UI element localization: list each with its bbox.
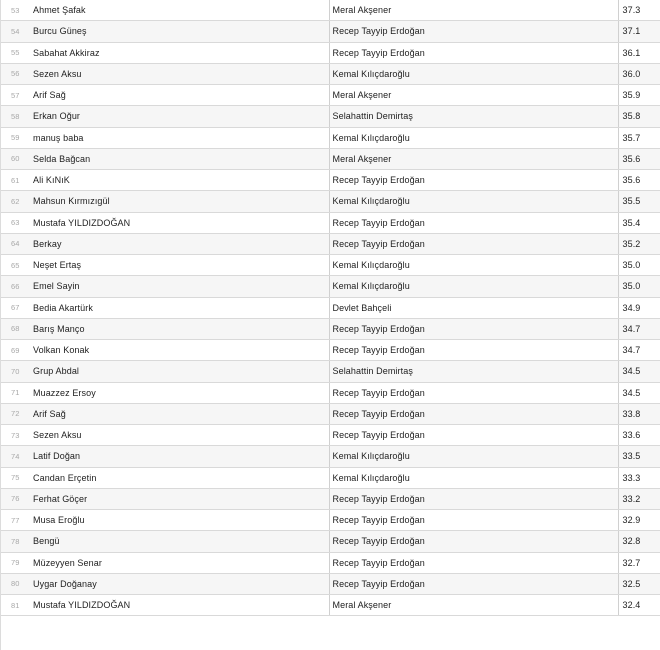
row-candidate-cell: Meral Akşener xyxy=(329,0,618,21)
table-row xyxy=(1,297,660,318)
row-score-cell: 35.2 xyxy=(618,233,660,254)
row-rank-cell: 79 xyxy=(1,552,31,573)
table-row xyxy=(1,85,660,106)
row-rank-cell: 56 xyxy=(1,63,31,84)
row-score-cell: 35.6 xyxy=(618,148,660,169)
row-rank-cell: 67 xyxy=(1,297,31,318)
row-candidate-cell: Recep Tayyip Erdoğan xyxy=(329,170,618,191)
row-name-cell: Selda Bağcan xyxy=(31,148,329,169)
row-rank-cell: 64 xyxy=(1,233,31,254)
row-score-cell: 33.5 xyxy=(618,446,660,467)
row-candidate-cell: Recep Tayyip Erdoğan xyxy=(329,21,618,42)
row-score-cell: 33.8 xyxy=(618,403,660,424)
row-name-cell: Neşet Ertaş xyxy=(31,255,329,276)
row-name-cell: Berkay xyxy=(31,233,329,254)
table-row xyxy=(1,510,660,531)
row-rank-cell: 58 xyxy=(1,106,31,127)
row-name-cell: Müzeyyen Senar xyxy=(31,552,329,573)
row-name-cell: Candan Erçetin xyxy=(31,467,329,488)
row-candidate-cell: Kemal Kılıçdaroğlu xyxy=(329,63,618,84)
table-row xyxy=(1,531,660,552)
row-score-cell: 34.5 xyxy=(618,361,660,382)
table-row xyxy=(1,233,660,254)
row-candidate-cell: Recep Tayyip Erdoğan xyxy=(329,212,618,233)
table-row xyxy=(1,191,660,212)
row-rank-cell: 65 xyxy=(1,255,31,276)
row-name-cell: Ali KıNıK xyxy=(31,170,329,191)
row-candidate-cell: Devlet Bahçeli xyxy=(329,297,618,318)
row-rank-cell: 63 xyxy=(1,212,31,233)
table-row xyxy=(1,276,660,297)
row-rank-cell: 81 xyxy=(1,595,31,616)
row-candidate-cell: Recep Tayyip Erdoğan xyxy=(329,531,618,552)
table-row xyxy=(1,552,660,573)
row-rank-cell: 55 xyxy=(1,42,31,63)
row-candidate-cell: Selahattin Demirtaş xyxy=(329,106,618,127)
row-name-cell: Burcu Güneş xyxy=(31,21,329,42)
table-row xyxy=(1,488,660,509)
table-row xyxy=(1,255,660,276)
row-rank-cell: 74 xyxy=(1,446,31,467)
row-rank-cell: 60 xyxy=(1,148,31,169)
row-name-cell: Musa Eroğlu xyxy=(31,510,329,531)
table-row xyxy=(1,595,660,616)
row-score-cell: 35.6 xyxy=(618,170,660,191)
table-row xyxy=(1,0,660,21)
row-candidate-cell: Kemal Kılıçdaroğlu xyxy=(329,446,618,467)
table-row xyxy=(1,21,660,42)
row-rank-cell: 69 xyxy=(1,340,31,361)
row-score-cell: 37.1 xyxy=(618,21,660,42)
row-score-cell: 35.9 xyxy=(618,85,660,106)
row-rank-cell: 70 xyxy=(1,361,31,382)
table-row xyxy=(1,63,660,84)
row-score-cell: 34.7 xyxy=(618,318,660,339)
row-candidate-cell: Recep Tayyip Erdoğan xyxy=(329,233,618,254)
row-rank-cell: 78 xyxy=(1,531,31,552)
row-rank-cell: 61 xyxy=(1,170,31,191)
row-score-cell: 35.0 xyxy=(618,276,660,297)
results-table xyxy=(1,0,660,616)
row-candidate-cell: Recep Tayyip Erdoğan xyxy=(329,488,618,509)
row-rank-cell: 62 xyxy=(1,191,31,212)
row-name-cell: Sabahat Akkiraz xyxy=(31,42,329,63)
row-score-cell: 34.5 xyxy=(618,382,660,403)
row-name-cell: Muazzez Ersoy xyxy=(31,382,329,403)
results-table-body xyxy=(1,0,660,616)
table-row xyxy=(1,340,660,361)
row-name-cell: Sezen Aksu xyxy=(31,425,329,446)
table-row xyxy=(1,573,660,594)
row-candidate-cell: Recep Tayyip Erdoğan xyxy=(329,42,618,63)
row-candidate-cell: Selahattin Demirtaş xyxy=(329,361,618,382)
row-name-cell: Emel Sayin xyxy=(31,276,329,297)
table-row xyxy=(1,106,660,127)
row-rank-cell: 71 xyxy=(1,382,31,403)
row-name-cell: Grup Abdal xyxy=(31,361,329,382)
row-name-cell: Bengü xyxy=(31,531,329,552)
row-name-cell: Barış Manço xyxy=(31,318,329,339)
row-candidate-cell: Meral Akşener xyxy=(329,85,618,106)
row-candidate-cell: Recep Tayyip Erdoğan xyxy=(329,382,618,403)
row-rank-cell: 66 xyxy=(1,276,31,297)
row-score-cell: 37.3 xyxy=(618,0,660,21)
row-score-cell: 36.1 xyxy=(618,42,660,63)
table-row xyxy=(1,212,660,233)
row-rank-cell: 72 xyxy=(1,403,31,424)
row-score-cell: 33.2 xyxy=(618,488,660,509)
row-score-cell: 32.8 xyxy=(618,531,660,552)
table-row xyxy=(1,446,660,467)
row-score-cell: 35.4 xyxy=(618,212,660,233)
row-score-cell: 32.7 xyxy=(618,552,660,573)
row-name-cell: Arif Sağ xyxy=(31,403,329,424)
row-rank-cell: 54 xyxy=(1,21,31,42)
row-candidate-cell: Recep Tayyip Erdoğan xyxy=(329,510,618,531)
row-candidate-cell: Kemal Kılıçdaroğlu xyxy=(329,276,618,297)
row-rank-cell: 73 xyxy=(1,425,31,446)
table-row xyxy=(1,148,660,169)
table-row xyxy=(1,403,660,424)
row-score-cell: 34.7 xyxy=(618,340,660,361)
table-row xyxy=(1,170,660,191)
row-name-cell: Erkan Oğur xyxy=(31,106,329,127)
row-score-cell: 36.0 xyxy=(618,63,660,84)
row-name-cell: Mahsun Kırmızıgül xyxy=(31,191,329,212)
table-row xyxy=(1,382,660,403)
row-rank-cell: 57 xyxy=(1,85,31,106)
table-row xyxy=(1,361,660,382)
row-name-cell: Uygar Doğanay xyxy=(31,573,329,594)
table-row xyxy=(1,425,660,446)
table-row xyxy=(1,127,660,148)
row-score-cell: 33.3 xyxy=(618,467,660,488)
table-row xyxy=(1,467,660,488)
table-row xyxy=(1,318,660,339)
row-score-cell: 32.5 xyxy=(618,573,660,594)
row-name-cell: Latif Doğan xyxy=(31,446,329,467)
row-candidate-cell: Recep Tayyip Erdoğan xyxy=(329,340,618,361)
row-score-cell: 35.8 xyxy=(618,106,660,127)
row-candidate-cell: Meral Akşener xyxy=(329,595,618,616)
row-rank-cell: 80 xyxy=(1,573,31,594)
row-name-cell: Arif Sağ xyxy=(31,85,329,106)
row-rank-cell: 59 xyxy=(1,127,31,148)
row-candidate-cell: Kemal Kılıçdaroğlu xyxy=(329,467,618,488)
table-row xyxy=(1,42,660,63)
row-rank-cell: 77 xyxy=(1,510,31,531)
row-rank-cell: 68 xyxy=(1,318,31,339)
row-candidate-cell: Kemal Kılıçdaroğlu xyxy=(329,191,618,212)
row-name-cell: Volkan Konak xyxy=(31,340,329,361)
row-rank-cell: 75 xyxy=(1,467,31,488)
row-candidate-cell: Recep Tayyip Erdoğan xyxy=(329,573,618,594)
row-score-cell: 32.9 xyxy=(618,510,660,531)
row-name-cell: Mustafa YILDIZDOĞAN xyxy=(31,595,329,616)
row-score-cell: 35.7 xyxy=(618,127,660,148)
row-name-cell: Sezen Aksu xyxy=(31,63,329,84)
row-rank-cell: 76 xyxy=(1,488,31,509)
row-candidate-cell: Meral Akşener xyxy=(329,148,618,169)
row-name-cell: Ferhat Göçer xyxy=(31,488,329,509)
row-candidate-cell: Recep Tayyip Erdoğan xyxy=(329,425,618,446)
row-score-cell: 35.5 xyxy=(618,191,660,212)
row-name-cell: Bedia Akartürk xyxy=(31,297,329,318)
row-name-cell: Mustafa YILDIZDOĞAN xyxy=(31,212,329,233)
row-candidate-cell: Kemal Kılıçdaroğlu xyxy=(329,127,618,148)
row-score-cell: 32.4 xyxy=(618,595,660,616)
row-name-cell: Ahmet Şafak xyxy=(31,0,329,21)
row-score-cell: 33.6 xyxy=(618,425,660,446)
row-candidate-cell: Kemal Kılıçdaroğlu xyxy=(329,255,618,276)
row-score-cell: 35.0 xyxy=(618,255,660,276)
row-candidate-cell: Recep Tayyip Erdoğan xyxy=(329,403,618,424)
row-candidate-cell: Recep Tayyip Erdoğan xyxy=(329,552,618,573)
row-rank-cell: 53 xyxy=(1,0,31,21)
row-candidate-cell: Recep Tayyip Erdoğan xyxy=(329,318,618,339)
row-score-cell: 34.9 xyxy=(618,297,660,318)
row-name-cell: manuş baba xyxy=(31,127,329,148)
